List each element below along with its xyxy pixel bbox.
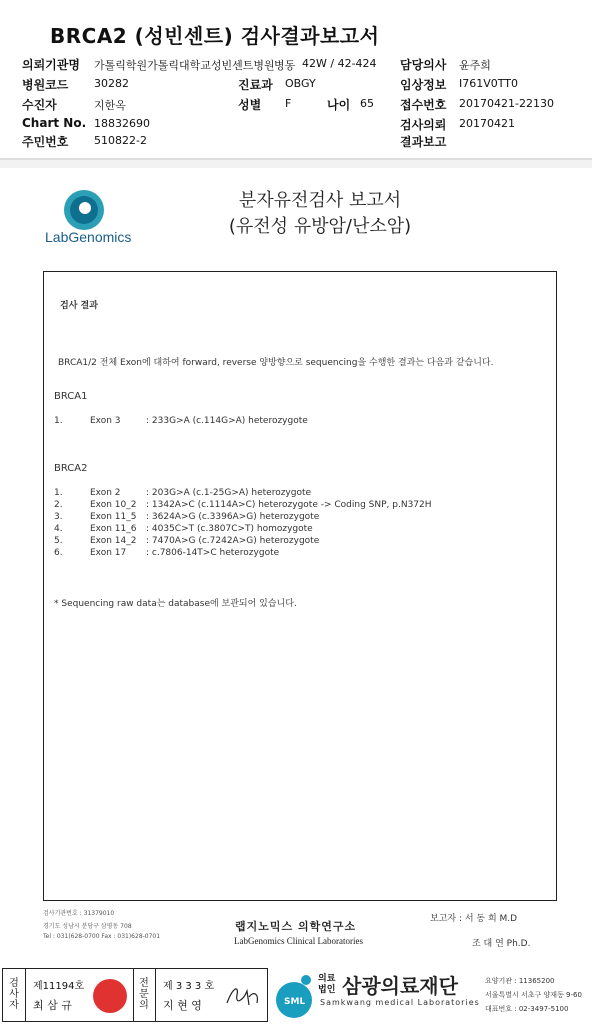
label-sex: 성별: [238, 98, 262, 112]
variant-num: 2.: [54, 500, 63, 510]
raw-data-note: * Sequencing raw data는 database에 보관되어 있습니다.: [54, 599, 297, 609]
report-title-line2: (유전성 유방암/난소암): [228, 216, 412, 237]
label-age: 나이: [327, 98, 351, 112]
variant-row: [54, 488, 534, 500]
value-clinical-info: I761V0TT0: [459, 77, 519, 90]
specialist-label-char: 의: [139, 1000, 149, 1011]
strip-divider: [25, 969, 26, 1021]
inspector-seal-icon: [93, 979, 127, 1013]
inspector-label-char: 사: [9, 989, 19, 1000]
variant-row: [54, 548, 534, 560]
gene-brca2: BRCA2: [54, 463, 88, 474]
specialist-label: [137, 978, 151, 1011]
value-hospital-code: 30282: [94, 77, 129, 90]
inspector-name: 최 삼 규: [33, 999, 72, 1012]
value-department: OBGY: [285, 77, 316, 90]
inspector-label-char: 검: [9, 978, 19, 989]
label-clinical-info: 임상정보: [400, 78, 447, 92]
variant-desc: : 7470A>G (c.7242A>G) heterozygote: [146, 536, 320, 546]
variant-num: 6.: [54, 548, 63, 558]
inspector-label: [7, 978, 21, 1011]
variant-exon: Exon 2: [90, 488, 121, 498]
value-accession: 20170421-22130: [459, 97, 554, 110]
value-patient: 지한옥: [94, 99, 126, 112]
label-ward: 병동: [274, 59, 296, 72]
labgenomics-logo-icon: [60, 188, 110, 232]
variant-exon: Exon 14_2: [90, 536, 137, 546]
institution-address: 경기도 성남시 분당구 삼평동 708: [43, 923, 132, 930]
header-shadow: [0, 160, 592, 168]
value-ward: 42W / 42-424: [302, 57, 377, 70]
variant-row: [54, 512, 534, 524]
institution-number: 검사기관번호 : 31379010: [43, 910, 115, 917]
labgenomics-logo: [60, 188, 110, 232]
label-resident-no: 주민번호: [22, 135, 69, 149]
variant-exon: Exon 10_2: [90, 500, 137, 510]
variant-desc: : 233G>A (c.114G>A) heterozygote: [146, 416, 308, 426]
section-title: 검사 결과: [60, 301, 98, 311]
specialist-name: 지 현 영: [163, 999, 202, 1012]
variant-num: 1.: [54, 416, 63, 426]
variant-desc: : 4035C>T (c.3807C>T) homozygote: [146, 524, 313, 534]
variant-exon: Exon 17: [90, 548, 127, 558]
label-result-report: 결과보고: [400, 135, 447, 149]
variant-row: [54, 416, 534, 428]
value-doctor: 윤주희: [459, 59, 491, 72]
sml-logo-text: SML: [284, 997, 306, 1007]
variant-row: [54, 536, 534, 548]
inspector-label-char: 자: [9, 1000, 19, 1011]
sml-logo-icon: [272, 972, 316, 1022]
label-hospital-code: 병원코드: [22, 78, 69, 92]
specialist-signature-icon: [223, 981, 263, 1011]
org-address: 서울특별시 서초구 양재동 9-60: [485, 991, 582, 999]
report-title-line1: 분자유전검사 보고서: [238, 190, 402, 211]
value-test-request: 20170421: [459, 117, 515, 130]
specialist-label-char: 전: [139, 978, 149, 989]
org-name: 삼광의료재단: [342, 974, 458, 998]
lab-name-english: LabGenomics Clinical Laboratories: [234, 936, 363, 946]
org-phone: 대표번호 : 02-3497-5100: [485, 1005, 569, 1013]
value-chart-no: 18832690: [94, 117, 150, 130]
reviewer: 조 대 연 Ph.D.: [472, 939, 531, 949]
org-prefix-line: 법인: [318, 985, 336, 995]
org-prefix: [318, 974, 335, 996]
variant-desc: : 1342A>C (c.1114A>C) heterozygote -> Coding SNP, p.N372H: [146, 500, 432, 510]
variant-exon: Exon 3: [90, 416, 121, 426]
intro-text: BRCA1/2 전체 Exon에 대하여 forward, reverse 양방향으로 sequencing을 수행한 결과는 다음과 같습니다.: [58, 358, 494, 368]
variant-row: [54, 524, 534, 536]
value-age: 65: [360, 97, 374, 110]
strip-divider: [155, 969, 156, 1021]
specialist-license: 제 3 3 3 호: [163, 981, 215, 992]
institution-contact: Tel : 031)628-0700 Fax : 031)628-0701: [43, 933, 161, 940]
value-institution: 가톨릭학원가톨릭대학교성빈센트병원: [94, 59, 275, 72]
variant-num: 4.: [54, 524, 63, 534]
lab-name-korean: 랩지노믹스 의학연구소: [235, 920, 357, 933]
labgenomics-logo-text: LabGenomics: [45, 229, 132, 245]
label-institution: 의뢰기관명: [22, 58, 80, 72]
variant-exon: Exon 11_5: [90, 512, 137, 522]
inspector-license: 제11194호: [33, 981, 85, 992]
label-doctor: 담당의사: [400, 58, 447, 72]
label-accession: 접수번호: [400, 98, 447, 112]
org-care-code: 요양기관 : 11365200: [485, 977, 555, 985]
report-header-title: BRCA2 (성빈센트) 검사결과보고서: [50, 24, 380, 48]
gene-brca1: BRCA1: [54, 391, 88, 402]
reporter: 보고자 : 서 동 희 M.D: [430, 914, 518, 924]
label-test-request: 검사의뢰: [400, 118, 447, 132]
variant-exon: Exon 11_6: [90, 524, 137, 534]
variant-desc: : 203G>A (c.1-25G>A) heterozygote: [146, 488, 312, 498]
label-patient: 수진자: [22, 98, 57, 112]
label-chart-no: Chart No.: [22, 116, 87, 130]
report-title: [180, 188, 460, 240]
variant-desc: : c.7806-14T>C heterozygote: [146, 548, 280, 558]
signature-strip: [2, 968, 268, 1022]
org-name-english: Samkwang medical Laboratories: [320, 998, 480, 1007]
variant-row: [54, 500, 534, 512]
variant-desc: : 3624A>G (c.3396A>G) heterozygote: [146, 512, 320, 522]
value-resident-no: 510822-2: [94, 134, 147, 147]
label-department: 진료과: [238, 78, 273, 92]
variant-num: 1.: [54, 488, 63, 498]
org-prefix-line: 의료: [318, 974, 336, 984]
strip-divider: [133, 969, 134, 1021]
variant-num: 5.: [54, 536, 63, 546]
specialist-label-char: 문: [139, 989, 149, 1000]
value-sex: F: [285, 97, 292, 110]
variant-num: 3.: [54, 512, 63, 522]
